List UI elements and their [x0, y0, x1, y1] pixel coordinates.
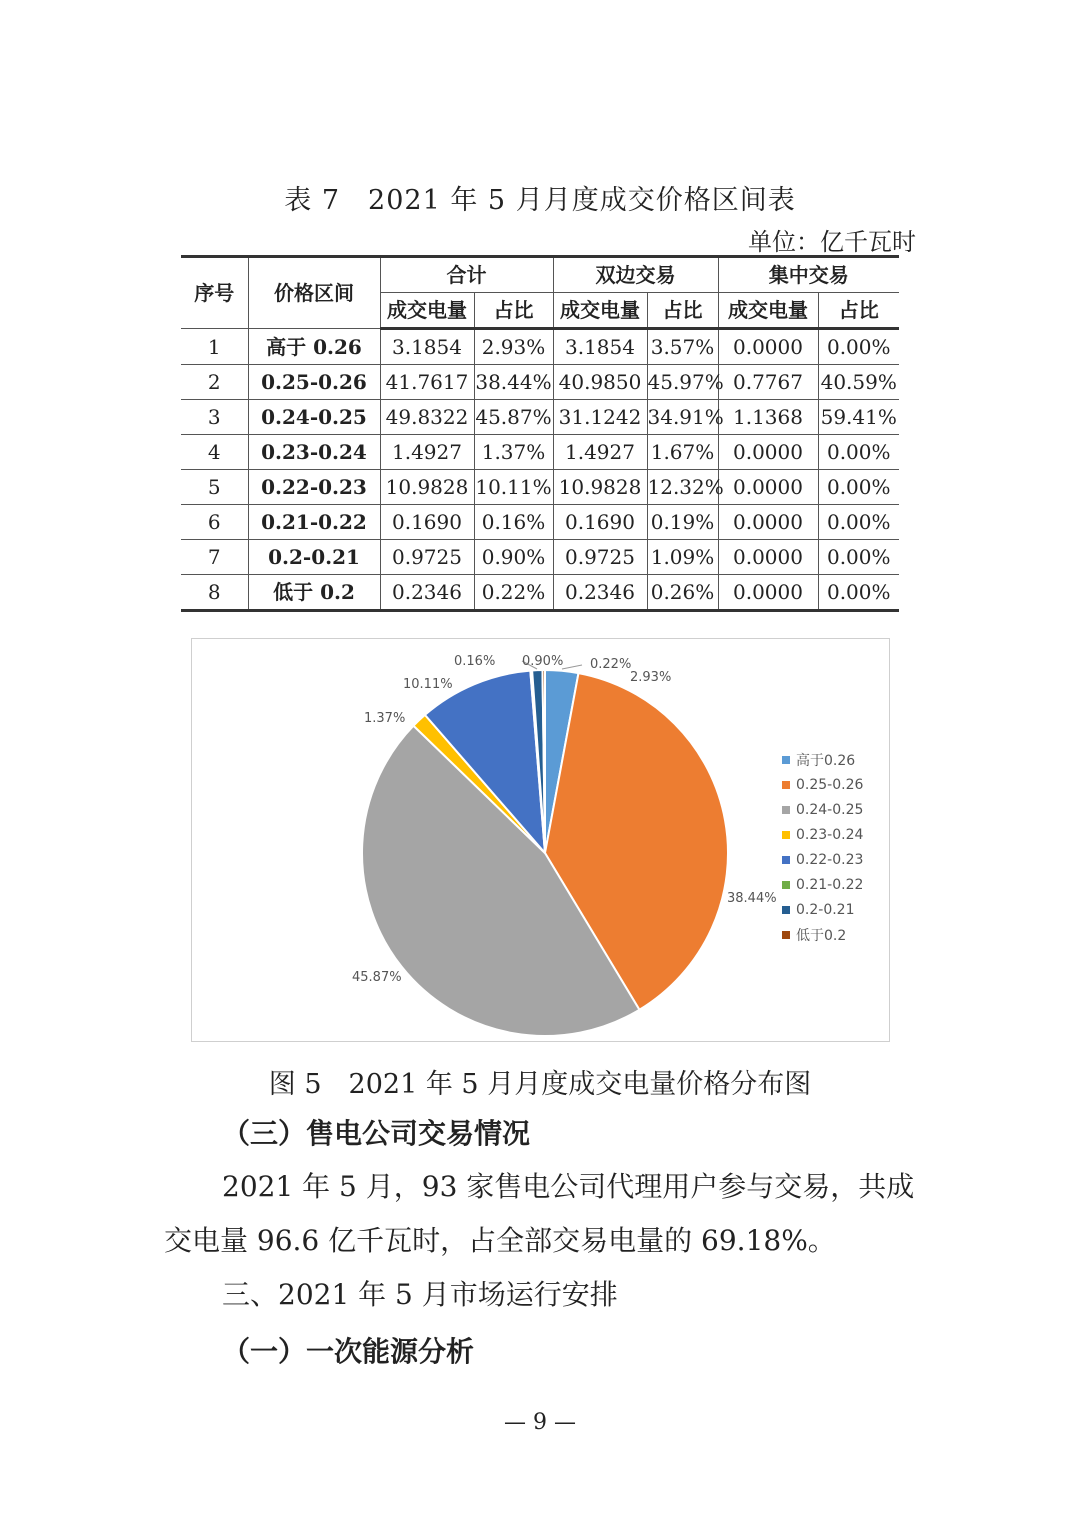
cell-bilateral-share: 45.97% — [647, 365, 718, 400]
cell-index: 2 — [181, 365, 248, 400]
legend-label: 0.25-0.26 — [796, 776, 864, 793]
cell-total-share: 1.37% — [474, 435, 553, 470]
figure-caption: 图 5 2021 年 5 月月度成交电量价格分布图 — [268, 1069, 812, 1100]
cell-centralized-share: 0.00% — [818, 505, 899, 540]
header-volume: 成交电量 — [380, 293, 474, 329]
cell-total-volume: 10.9828 — [380, 470, 474, 505]
cell-centralized-share: 0.00% — [818, 329, 899, 365]
chart-legend — [782, 747, 863, 947]
cell-centralized-volume: 0.0000 — [718, 575, 818, 611]
table-title: 表 7 2021 年 5 月月度成交价格区间表 — [284, 185, 796, 216]
cell-total-share: 0.16% — [474, 505, 553, 540]
table-row — [181, 365, 899, 400]
header-volume: 成交电量 — [553, 293, 647, 329]
section-heading-market-arrangement: 三、2021 年 5 月市场运行安排 — [222, 1278, 618, 1311]
paragraph-line-1: 2021 年 5 月，93 家售电公司代理用户参与交易，共成 — [222, 1170, 915, 1203]
cell-total-volume: 1.4927 — [380, 435, 474, 470]
cell-total-volume: 0.9725 — [380, 540, 474, 575]
header-range: 价格区间 — [248, 257, 380, 329]
cell-total-volume: 0.2346 — [380, 575, 474, 611]
cell-centralized-volume: 0.0000 — [718, 505, 818, 540]
header-centralized: 集中交易 — [718, 257, 899, 293]
cell-bilateral-volume: 0.1690 — [553, 505, 647, 540]
cell-bilateral-volume: 10.9828 — [553, 470, 647, 505]
pie-data-label: 0.90% — [522, 654, 564, 669]
cell-centralized-share: 0.00% — [818, 470, 899, 505]
legend-label: 0.22-0.23 — [796, 851, 864, 868]
cell-centralized-share: 59.41% — [818, 400, 899, 435]
header-index: 序号 — [181, 257, 248, 329]
cell-total-volume: 49.8322 — [380, 400, 474, 435]
cell-bilateral-share: 34.91% — [647, 400, 718, 435]
header-bilateral: 双边交易 — [553, 257, 718, 293]
table-row — [181, 435, 899, 470]
cell-range: 0.23-0.24 — [248, 435, 380, 470]
cell-range: 0.21-0.22 — [248, 505, 380, 540]
cell-index: 8 — [181, 575, 248, 611]
cell-range: 低于 0.2 — [248, 575, 380, 611]
legend-item — [782, 747, 863, 772]
cell-range: 0.2-0.21 — [248, 540, 380, 575]
cell-centralized-share: 0.00% — [818, 435, 899, 470]
cell-total-share: 2.93% — [474, 329, 553, 365]
header-total: 合计 — [380, 257, 553, 293]
legend-swatch — [782, 931, 790, 939]
cell-index: 6 — [181, 505, 248, 540]
table-row — [181, 400, 899, 435]
header-share: 占比 — [647, 293, 718, 329]
cell-centralized-volume: 0.0000 — [718, 470, 818, 505]
cell-bilateral-volume: 0.9725 — [553, 540, 647, 575]
legend-swatch — [782, 831, 790, 839]
cell-total-volume: 41.7617 — [380, 365, 474, 400]
cell-centralized-volume: 0.0000 — [718, 329, 818, 365]
legend-swatch — [782, 856, 790, 864]
price-range-table — [181, 255, 899, 612]
legend-item — [782, 772, 863, 797]
cell-centralized-volume: 0.7767 — [718, 365, 818, 400]
cell-total-share: 0.22% — [474, 575, 553, 611]
legend-label: 0.24-0.25 — [796, 801, 864, 818]
legend-item — [782, 797, 863, 822]
legend-item — [782, 822, 863, 847]
pie-data-label: 45.87% — [352, 970, 402, 985]
cell-bilateral-share: 0.26% — [647, 575, 718, 611]
legend-label: 0.21-0.22 — [796, 876, 864, 893]
cell-index: 1 — [181, 329, 248, 365]
cell-index: 4 — [181, 435, 248, 470]
legend-label: 低于0.2 — [796, 927, 847, 944]
cell-centralized-share: 40.59% — [818, 365, 899, 400]
legend-swatch — [782, 906, 790, 914]
cell-bilateral-volume: 40.9850 — [553, 365, 647, 400]
cell-bilateral-share: 1.67% — [647, 435, 718, 470]
pie-data-label: 1.37% — [364, 711, 406, 726]
cell-bilateral-volume: 1.4927 — [553, 435, 647, 470]
cell-bilateral-share: 3.57% — [647, 329, 718, 365]
legend-item — [782, 922, 863, 947]
table-unit: 单位：亿千瓦时 — [748, 228, 916, 256]
legend-item — [782, 847, 863, 872]
cell-index: 7 — [181, 540, 248, 575]
leader-line — [562, 665, 582, 669]
cell-range: 0.25-0.26 — [248, 365, 380, 400]
header-share: 占比 — [474, 293, 553, 329]
table-row — [181, 540, 899, 575]
legend-swatch — [782, 756, 790, 764]
pie-data-label: 0.16% — [454, 654, 496, 669]
section-heading-sales-companies: （三）售电公司交易情况 — [222, 1117, 531, 1150]
cell-centralized-volume: 0.0000 — [718, 540, 818, 575]
legend-swatch — [782, 881, 790, 889]
legend-swatch — [782, 781, 790, 789]
cell-total-share: 10.11% — [474, 470, 553, 505]
legend-label: 高于0.26 — [796, 752, 856, 769]
header-volume: 成交电量 — [718, 293, 818, 329]
cell-centralized-share: 0.00% — [818, 575, 899, 611]
cell-index: 5 — [181, 470, 248, 505]
table-row — [181, 575, 899, 611]
cell-range: 0.24-0.25 — [248, 400, 380, 435]
legend-label: 0.23-0.24 — [796, 826, 864, 843]
header-share: 占比 — [818, 293, 899, 329]
cell-range: 高于 0.26 — [248, 329, 380, 365]
cell-centralized-share: 0.00% — [818, 540, 899, 575]
table-row — [181, 470, 899, 505]
pie-data-label: 38.44% — [727, 891, 777, 906]
page-number: — 9 — — [504, 1410, 576, 1435]
cell-range: 0.22-0.23 — [248, 470, 380, 505]
pie-data-label: 10.11% — [403, 677, 453, 692]
pie-data-label: 0.22% — [590, 657, 632, 672]
cell-bilateral-share: 0.19% — [647, 505, 718, 540]
cell-bilateral-volume: 0.2346 — [553, 575, 647, 611]
cell-total-share: 0.90% — [474, 540, 553, 575]
legend-swatch — [782, 806, 790, 814]
section-heading-primary-energy: （一）一次能源分析 — [222, 1335, 475, 1368]
table-row — [181, 505, 899, 540]
cell-bilateral-share: 12.32% — [647, 470, 718, 505]
paragraph-line-2: 交电量 96.6 亿千瓦时，占全部交易电量的 69.18%。 — [164, 1224, 836, 1257]
table-row — [181, 329, 899, 365]
legend-item — [782, 872, 863, 897]
cell-bilateral-volume: 31.1242 — [553, 400, 647, 435]
cell-centralized-volume: 0.0000 — [718, 435, 818, 470]
cell-bilateral-share: 1.09% — [647, 540, 718, 575]
pie-chart-frame — [191, 638, 890, 1042]
cell-centralized-volume: 1.1368 — [718, 400, 818, 435]
legend-item — [782, 897, 863, 922]
cell-index: 3 — [181, 400, 248, 435]
cell-total-volume: 0.1690 — [380, 505, 474, 540]
pie-data-label: 2.93% — [630, 670, 672, 685]
cell-total-share: 45.87% — [474, 400, 553, 435]
cell-total-volume: 3.1854 — [380, 329, 474, 365]
cell-bilateral-volume: 3.1854 — [553, 329, 647, 365]
legend-label: 0.2-0.21 — [796, 901, 855, 918]
cell-total-share: 38.44% — [474, 365, 553, 400]
